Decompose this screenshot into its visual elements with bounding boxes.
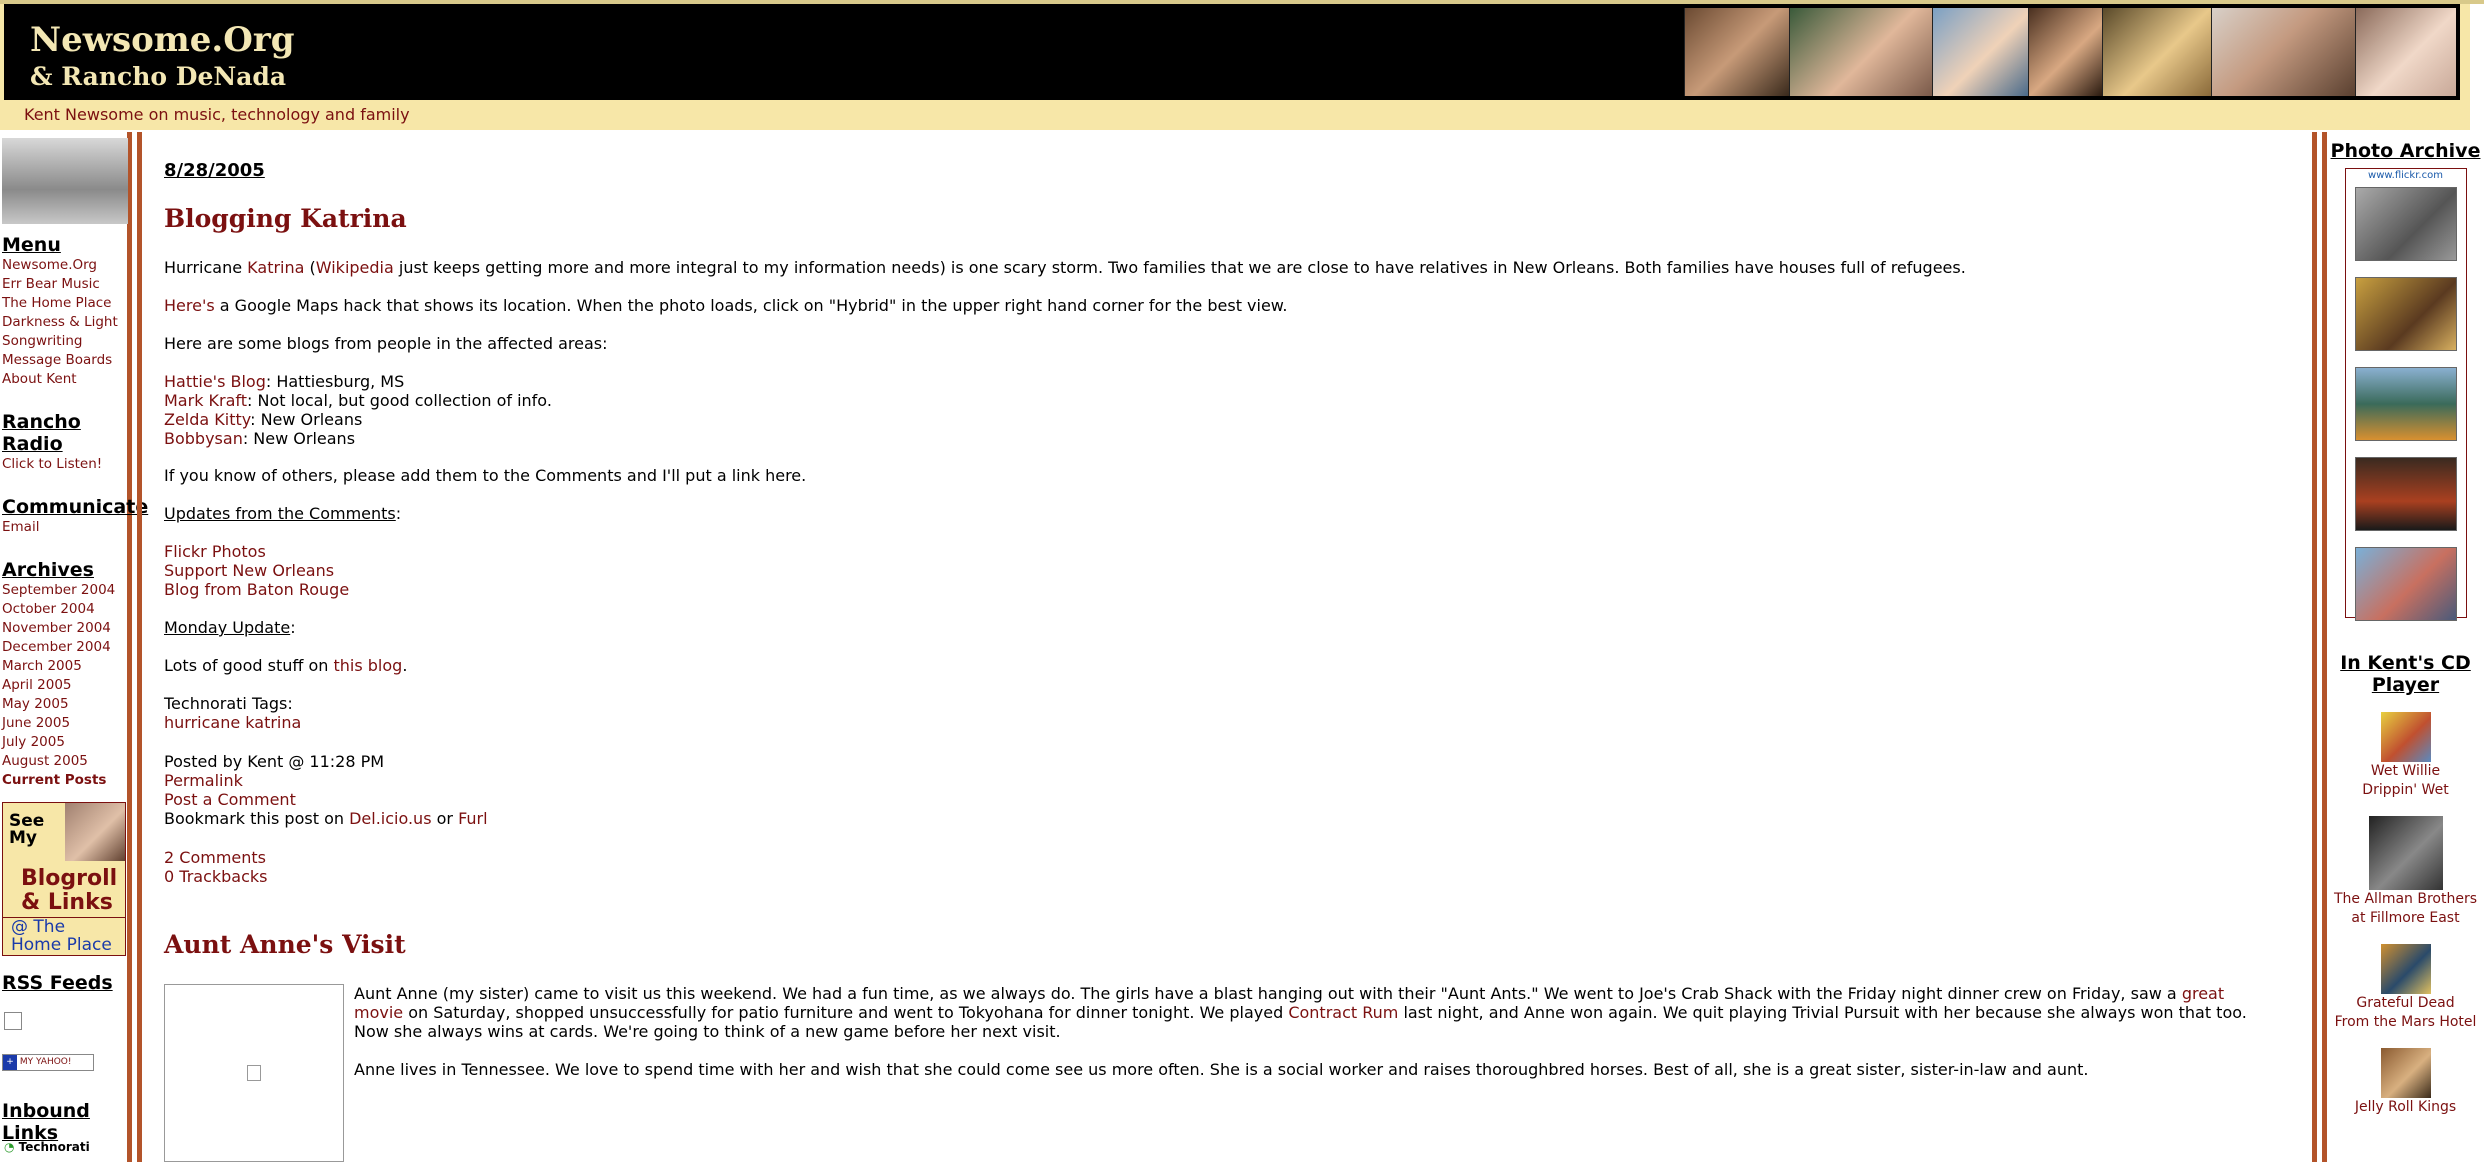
text: a Google Maps hack that shows its location. When the photo loads, click on "Hybrid" in the upper right hand corner for the best view. <box>214 296 1288 315</box>
archive-link[interactable]: April 2005 <box>2 677 72 693</box>
archives-heading: Archives <box>2 559 94 581</box>
photo-archive-heading: Photo Archive <box>2330 140 2481 162</box>
email-link[interactable]: Email <box>2 519 40 535</box>
post-paragraph: Here are some blogs from people in the affected areas: <box>164 334 608 353</box>
tags-label: Technorati Tags: <box>164 694 293 713</box>
blogroll-subtitle[interactable] <box>2 918 126 956</box>
archive-link[interactable]: September 2004 <box>2 582 116 598</box>
delicious-link[interactable]: Del.icio.us <box>349 809 432 828</box>
post-paragraph <box>164 258 2264 277</box>
post-paragraph <box>164 296 1288 315</box>
blog-link[interactable]: Bobbysan <box>164 429 243 448</box>
text: or <box>431 809 459 828</box>
updates-heading: Updates from the Comments: <box>164 504 402 523</box>
menu-item[interactable]: Message Boards <box>2 352 113 368</box>
family-photo <box>1932 8 2028 96</box>
post-paragraph: If you know of others, please add them to the Comments and I'll put a link here. <box>164 466 807 485</box>
menu-item[interactable]: Darkness & Light <box>2 314 118 330</box>
update-link[interactable]: Flickr Photos <box>164 542 266 561</box>
rss-icon[interactable] <box>4 1012 22 1030</box>
flickr-photo[interactable] <box>2355 457 2457 531</box>
archive-link[interactable]: March 2005 <box>2 658 82 674</box>
blog-link[interactable]: Mark Kraft <box>164 391 248 410</box>
family-photo <box>1684 8 1789 96</box>
site-header <box>0 4 2470 100</box>
posted-by: Posted by Kent @ 11:28 PM <box>164 752 385 771</box>
archive-link[interactable]: November 2004 <box>2 620 111 636</box>
wikipedia-link[interactable]: Wikipedia <box>315 258 394 277</box>
list-item <box>164 372 552 391</box>
text: : New Orleans <box>242 429 356 448</box>
text: : Not local, but good collection of info. <box>247 391 552 410</box>
text: Updates from the Comments <box>164 504 396 523</box>
this-blog-link[interactable]: this blog <box>333 656 403 675</box>
flickr-photo[interactable] <box>2355 277 2457 351</box>
yahoo-badge-label: MY YAHOO! <box>19 1057 72 1067</box>
cd-artist: The Allman Brothers <box>2333 891 2478 907</box>
technorati-badge[interactable] <box>4 1140 90 1154</box>
menu-heading: Menu <box>2 234 61 256</box>
text: Bookmark this post on <box>164 809 350 828</box>
cd-player-heading: In Kent's CD Player <box>2340 652 2471 696</box>
family-photo <box>2355 8 2456 96</box>
text: Aunt Anne (my sister) came to visit us this weekend. We had a fun time, as we always do. The girls have a blast hanging out with their "Aunt Ants." We went to Joe's Crab Shack with the Friday night dinner crew on Friday, saw a <box>354 984 2182 1003</box>
update-link[interactable]: Blog from Baton Rouge <box>164 580 350 599</box>
technorati-tags <box>164 694 301 732</box>
left-sidebar <box>0 132 149 1162</box>
house-photo <box>2 138 128 224</box>
cd-item[interactable] <box>2327 762 2484 800</box>
right-sidebar <box>2322 132 2484 1162</box>
blog-list <box>164 372 552 448</box>
cd-item[interactable] <box>2327 1098 2484 1117</box>
text: ( <box>304 258 316 277</box>
plus-icon: + <box>3 1055 17 1070</box>
cd-album: Drippin' Wet <box>2362 782 2449 798</box>
archive-link[interactable]: October 2004 <box>2 601 95 617</box>
post-footer <box>164 752 488 828</box>
site-subtitle: & Rancho DeNada <box>30 62 287 91</box>
inbound-heading: Inbound Links <box>2 1100 90 1144</box>
family-photo <box>1789 8 1932 96</box>
flickr-label[interactable]: www.flickr.com <box>2368 170 2443 181</box>
cd-artist: Grateful Dead <box>2356 995 2455 1011</box>
archive-link[interactable]: June 2005 <box>2 715 71 731</box>
flickr-photo[interactable] <box>2355 547 2457 621</box>
blogroll-see: See <box>9 811 45 831</box>
archive-link[interactable]: May 2005 <box>2 696 69 712</box>
text: just keeps getting more and more integral to my information needs) is one scary storm. Two families that we are close to have relatives in New Orleans. Both families have houses full of refugees. <box>393 258 1966 277</box>
contract-rum-link[interactable]: Contract Rum <box>1288 1003 1399 1022</box>
current-posts-link[interactable]: Current Posts <box>2 772 107 788</box>
katrina-link[interactable]: Katrina <box>247 258 305 277</box>
cd-artist: Jelly Roll Kings <box>2354 1099 2457 1115</box>
kent-avatar <box>65 803 125 861</box>
cd-item[interactable] <box>2327 994 2484 1032</box>
post-title[interactable]: Blogging Katrina <box>164 204 407 233</box>
list-item <box>164 429 552 448</box>
flickr-photo[interactable] <box>2355 367 2457 441</box>
menu-item[interactable]: The Home Place <box>2 295 112 311</box>
blogroll-title: Blogroll <box>21 866 118 891</box>
site-title[interactable]: Newsome.Org <box>30 20 295 60</box>
family-photo <box>2211 8 2355 96</box>
cd-item[interactable] <box>2327 890 2484 928</box>
radio-heading: Rancho Radio <box>2 411 81 455</box>
text: : Hattiesburg, MS <box>265 372 405 391</box>
album-cover[interactable] <box>2381 1048 2431 1098</box>
communicate-heading: Communicate <box>2 496 149 518</box>
blogroll-banner[interactable] <box>2 802 126 918</box>
list-item <box>164 410 552 429</box>
update-link[interactable]: Support New Orleans <box>164 561 335 580</box>
text: on Saturday, shopped unsuccessfully for patio furniture and went to Tokyohana for dinner tonight. We played <box>403 1003 1289 1022</box>
menu-item[interactable]: Songwriting <box>2 333 83 349</box>
movie-link[interactable]: great movie <box>354 984 2225 1022</box>
text: Monday Update <box>164 618 291 637</box>
furl-link[interactable]: Furl <box>458 809 488 828</box>
cd-album: at Fillmore East <box>2351 910 2460 926</box>
post-meta <box>164 848 268 886</box>
album-cover[interactable] <box>2381 944 2431 994</box>
technorati-icon: ◔ <box>4 1140 15 1154</box>
listen-link[interactable]: Click to Listen! <box>2 456 103 472</box>
post-title[interactable]: Aunt Anne's Visit <box>164 930 406 959</box>
bookmark-line <box>164 809 488 828</box>
blogroll-title-2: & Links <box>21 890 113 915</box>
monday-heading: Monday Update: <box>164 618 296 637</box>
text: Lots of good stuff on <box>164 656 334 675</box>
yahoo-badge[interactable] <box>2 1054 94 1071</box>
cd-artist: Wet Willie <box>2370 763 2441 779</box>
technorati-label: Technorati <box>18 1140 90 1154</box>
album-cover[interactable] <box>2369 816 2443 890</box>
blog-link[interactable]: Zelda Kitty <box>164 410 251 429</box>
text: last night, and Anne won again. We quit playing Trivial Pursuit with her because she always won that too. Now she always wins at cards. We're going to think of a new game before her next visit. <box>354 1003 2247 1041</box>
broken-image-icon <box>247 1065 261 1081</box>
post-paragraph <box>164 656 407 675</box>
text: Hurricane <box>164 258 248 277</box>
album-cover[interactable] <box>2381 712 2431 762</box>
post-paragraph: Anne lives in Tennessee. We love to spend time with her and wish that she could come see us more often. She is a social worker and raises thoroughbred horses. Best of all, she is a great sister, sister-in-law and aunt. <box>354 1060 2089 1079</box>
menu-item[interactable]: Newsome.Org <box>2 257 97 273</box>
text: . <box>402 656 408 675</box>
post-date: 8/28/2005 <box>164 160 265 181</box>
text: : New Orleans <box>250 410 363 429</box>
blogroll-sub2: Home Place <box>11 935 112 955</box>
google-maps-link[interactable]: Here's <box>164 296 215 315</box>
updates-list <box>164 542 349 599</box>
flickr-badge <box>2345 168 2467 618</box>
permalink[interactable]: Permalink <box>164 771 243 790</box>
list-item <box>164 391 552 410</box>
tagline: Kent Newsome on music, technology and family <box>0 100 2470 130</box>
archive-link[interactable]: July 2005 <box>2 734 65 750</box>
blogroll-my: My <box>9 828 37 848</box>
flickr-photo[interactable] <box>2355 187 2457 261</box>
post-image-placeholder <box>164 984 344 1162</box>
archive-link[interactable]: August 2005 <box>2 753 88 769</box>
cd-album: From the Mars Hotel <box>2334 1014 2477 1030</box>
post-paragraph <box>354 984 2264 1041</box>
trackbacks-link[interactable]: 0 Trackbacks <box>164 867 268 886</box>
blog-link[interactable]: Hattie's Blog <box>164 372 266 391</box>
archive-link[interactable]: December 2004 <box>2 639 111 655</box>
dog-photo <box>2102 8 2211 96</box>
post-comment-link[interactable]: Post a Comment <box>164 790 296 809</box>
main-content <box>137 132 2317 1162</box>
menu-item[interactable]: About Kent <box>2 371 77 387</box>
family-photo <box>2028 8 2102 96</box>
comments-link[interactable]: 2 Comments <box>164 848 266 867</box>
menu-item[interactable]: Err Bear Music <box>2 276 100 292</box>
rss-heading: RSS Feeds <box>2 972 113 994</box>
tag-link[interactable]: hurricane katrina <box>164 713 302 732</box>
blogroll-sub1: @ The <box>11 917 66 937</box>
family-photo-strip <box>1684 8 2456 96</box>
